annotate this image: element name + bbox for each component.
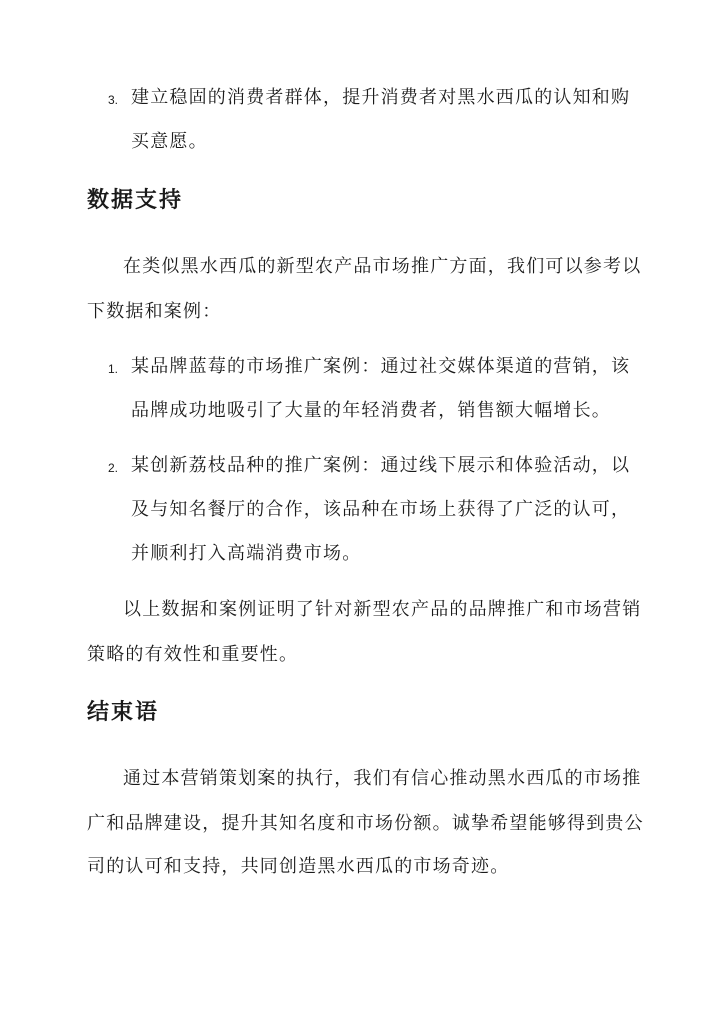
list-item-1-line1: 某品牌蓝莓的市场推广案例：通过社交媒体渠道的营销，该 [131, 356, 631, 377]
closing-line3: 司的认可和支持，共同创造黑水西瓜的市场奇迹。 [87, 856, 510, 877]
list-number-1: 1. [108, 362, 119, 376]
data-support-intro-line1: 在类似黑水西瓜的新型农产品市场推广方面，我们可以参考以 [123, 256, 642, 277]
list-item-2-line3: 并顺利打入高端消费市场。 [131, 543, 362, 564]
list-item-3-line2: 买意愿。 [131, 131, 208, 152]
list-item-2-line1: 某创新荔枝品种的推广案例：通过线下展示和体验活动，以 [131, 455, 631, 476]
data-support-conclusion-line1: 以上数据和案例证明了针对新型农产品的品牌推广和市场营销 [123, 599, 642, 620]
list-item-2-line2: 及与知名餐厅的合作，该品种在市场上获得了广泛的认可， [131, 499, 631, 520]
data-support-conclusion-line2: 策略的有效性和重要性。 [87, 644, 299, 665]
section-heading-data-support: 数据支持 [87, 188, 184, 213]
list-number-3: 3. [108, 93, 119, 107]
data-support-intro-line2: 下数据和案例： [87, 301, 222, 322]
list-item-3-line1: 建立稳固的消费者群体，提升消费者对黑水西瓜的认知和购 [131, 87, 631, 108]
closing-line1: 通过本营销策划案的执行，我们有信心推动黑水西瓜的市场推 [123, 768, 642, 789]
closing-line2: 广和品牌建设，提升其知名度和市场份额。诚挚希望能够得到贵公 [87, 813, 644, 834]
list-item-1-line2: 品牌成功地吸引了大量的年轻消费者，销售额大幅增长。 [131, 400, 611, 421]
list-number-2: 2. [108, 461, 119, 475]
section-heading-closing: 结束语 [87, 700, 160, 725]
